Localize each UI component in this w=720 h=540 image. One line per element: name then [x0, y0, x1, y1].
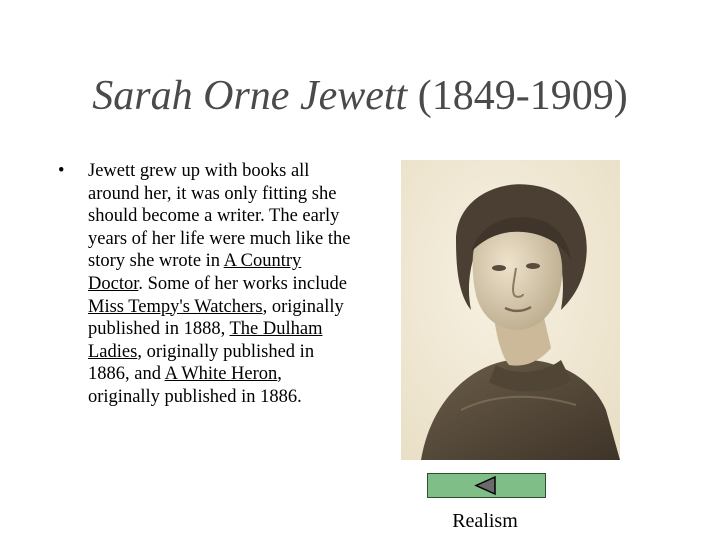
left-triangle-icon [428, 474, 545, 497]
work-title-the-dulham-ladies: The Dulham Ladies [88, 319, 323, 362]
work-title-miss-tempys-watchers: Miss Tempy's Watchers [88, 296, 263, 317]
text-segment: . Some of her works include [138, 273, 347, 294]
work-title-a-white-heron: A White Heron [164, 364, 278, 385]
text-segment: Jewett grew up with books all around her, it was only fitting she should become a writer. The early years of her life were much like the story she wrote in [88, 161, 351, 272]
bullet-marker: • [58, 161, 65, 181]
portrait-photo [401, 160, 620, 460]
text-segment: , originally published in 1886, and [88, 341, 315, 385]
realism-label: Realism [452, 510, 518, 532]
title-name: Sarah Orne Jewett [92, 73, 408, 119]
title-dates: (1849-1909) [417, 73, 628, 119]
text-segment: , originally published in 1886. [88, 364, 302, 407]
text-segment: , originally published in 1888, [88, 296, 344, 340]
bullet-paragraph [58, 160, 358, 409]
work-title-a-country-doctor: A Country Doctor [88, 251, 302, 294]
back-button[interactable] [427, 473, 546, 498]
paragraph-text [88, 160, 358, 409]
slide-title [0, 68, 720, 124]
